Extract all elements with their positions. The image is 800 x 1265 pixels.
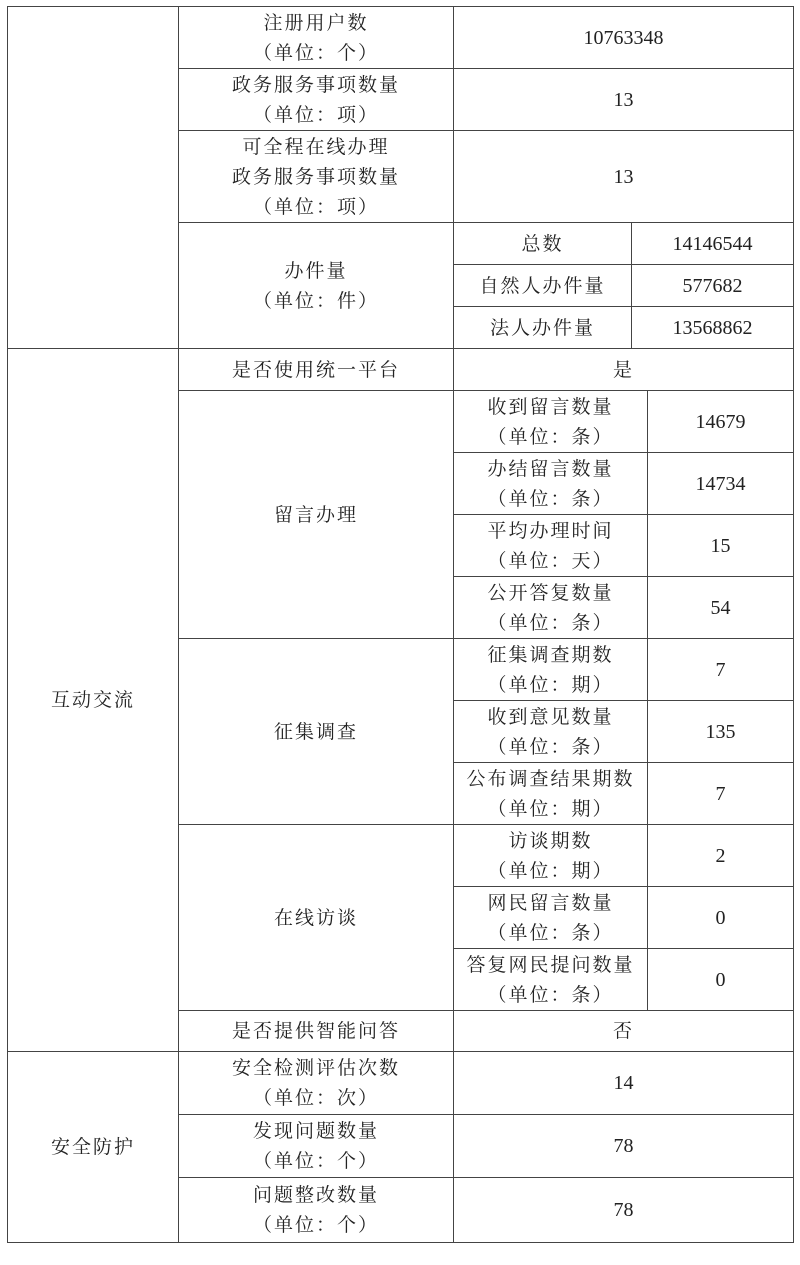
survey-group-label: 征集调查 bbox=[178, 638, 454, 825]
unit-text: （单位：条） bbox=[487, 735, 614, 758]
label-text: 办件量 bbox=[284, 259, 348, 282]
unit-text: （单位：期） bbox=[487, 859, 614, 882]
interview-replies-value: 0 bbox=[647, 948, 794, 1011]
messages-public-replies-value: 54 bbox=[647, 576, 794, 639]
security-checks-label bbox=[178, 1051, 454, 1115]
label-text: 答复网民提问数量 bbox=[466, 953, 635, 976]
issues-fixed-value: 78 bbox=[453, 1177, 794, 1243]
interview-periods-label bbox=[453, 824, 648, 887]
cases-label bbox=[178, 222, 454, 349]
messages-avg-time-label bbox=[453, 514, 648, 577]
online-items-label bbox=[178, 130, 454, 223]
messages-public-replies-label bbox=[453, 576, 648, 639]
service-items-label bbox=[178, 68, 454, 131]
label-text: 注册用户数 bbox=[263, 11, 369, 34]
messages-completed-label bbox=[453, 452, 648, 515]
unit-text: （单位：个） bbox=[252, 1150, 379, 1172]
security-checks-value: 14 bbox=[453, 1051, 794, 1115]
smart-qa-label: 是否提供智能问答 bbox=[178, 1010, 454, 1052]
survey-opinions-label bbox=[453, 700, 648, 763]
interview-replies-label bbox=[453, 948, 648, 1011]
label-text: 访谈期数 bbox=[508, 829, 593, 852]
interview-messages-label bbox=[453, 886, 648, 949]
label-text: 网民留言数量 bbox=[487, 891, 614, 914]
label-text: 收到意见数量 bbox=[487, 705, 614, 728]
messages-received-label bbox=[453, 390, 648, 453]
survey-opinions-value: 135 bbox=[647, 700, 794, 763]
survey-results-value: 7 bbox=[647, 762, 794, 825]
label-text: 政务服务事项数量 bbox=[231, 73, 400, 96]
category-security: 安全防护 bbox=[7, 1051, 179, 1243]
label-text: 公布调查结果期数 bbox=[466, 767, 635, 790]
online-items-value: 13 bbox=[453, 130, 794, 223]
registered-users-value: 10763348 bbox=[453, 6, 794, 69]
registered-users-label bbox=[178, 6, 454, 69]
unit-text: （单位：条） bbox=[487, 921, 614, 944]
messages-avg-time-value: 15 bbox=[647, 514, 794, 577]
unified-platform-value: 是 bbox=[453, 348, 794, 391]
cases-legal-person-label: 法人办件量 bbox=[453, 306, 632, 349]
cases-legal-person-value: 13568862 bbox=[631, 306, 794, 349]
interview-group-label: 在线访谈 bbox=[178, 824, 454, 1011]
label-text: 安全检测评估次数 bbox=[231, 1057, 400, 1079]
cases-total-label: 总数 bbox=[453, 222, 632, 265]
label-text: 可全程在线办理 bbox=[242, 135, 390, 158]
unit-text: （单位：期） bbox=[487, 673, 614, 696]
unit-text: （单位：期） bbox=[487, 797, 614, 820]
label-text: 公开答复数量 bbox=[487, 581, 614, 604]
unit-text: （单位：天） bbox=[487, 549, 614, 572]
cases-natural-person-label: 自然人办件量 bbox=[453, 264, 632, 307]
survey-periods-value: 7 bbox=[647, 638, 794, 701]
interview-periods-value: 2 bbox=[647, 824, 794, 887]
issues-found-value: 78 bbox=[453, 1114, 794, 1178]
issues-fixed-label bbox=[178, 1177, 454, 1243]
survey-periods-label bbox=[453, 638, 648, 701]
cases-total-value: 14146544 bbox=[631, 222, 794, 265]
label-text: 办结留言数量 bbox=[487, 457, 614, 480]
cases-natural-person-value: 577682 bbox=[631, 264, 794, 307]
unit-text: （单位：个） bbox=[252, 41, 379, 64]
label-text: 收到留言数量 bbox=[487, 395, 614, 418]
category-cell-blank bbox=[7, 6, 179, 349]
unit-text: （单位：件） bbox=[252, 289, 379, 312]
label-text: 征集调查期数 bbox=[487, 643, 614, 666]
unit-text: （单位：次） bbox=[252, 1087, 379, 1109]
unit-text: （单位：条） bbox=[487, 487, 614, 510]
messages-completed-value: 14734 bbox=[647, 452, 794, 515]
label-text: 发现问题数量 bbox=[252, 1120, 379, 1142]
messages-received-value: 14679 bbox=[647, 390, 794, 453]
unit-text: （单位：项） bbox=[252, 195, 379, 218]
unit-text: （单位：项） bbox=[252, 103, 379, 126]
interview-messages-value: 0 bbox=[647, 886, 794, 949]
service-items-value: 13 bbox=[453, 68, 794, 131]
unit-text: （单位：个） bbox=[252, 1214, 379, 1236]
label-text: 问题整改数量 bbox=[252, 1184, 379, 1206]
issues-found-label bbox=[178, 1114, 454, 1178]
unit-text: （单位：条） bbox=[487, 425, 614, 448]
messages-group-label: 留言办理 bbox=[178, 390, 454, 639]
survey-results-label bbox=[453, 762, 648, 825]
label-text: 平均办理时间 bbox=[487, 519, 614, 542]
unit-text: （单位：条） bbox=[487, 611, 614, 634]
category-interaction: 互动交流 bbox=[7, 348, 179, 1052]
smart-qa-value: 否 bbox=[453, 1010, 794, 1052]
unit-text: （单位：条） bbox=[487, 983, 614, 1006]
unified-platform-label: 是否使用统一平台 bbox=[178, 348, 454, 391]
label-text: 政务服务事项数量 bbox=[231, 165, 400, 188]
